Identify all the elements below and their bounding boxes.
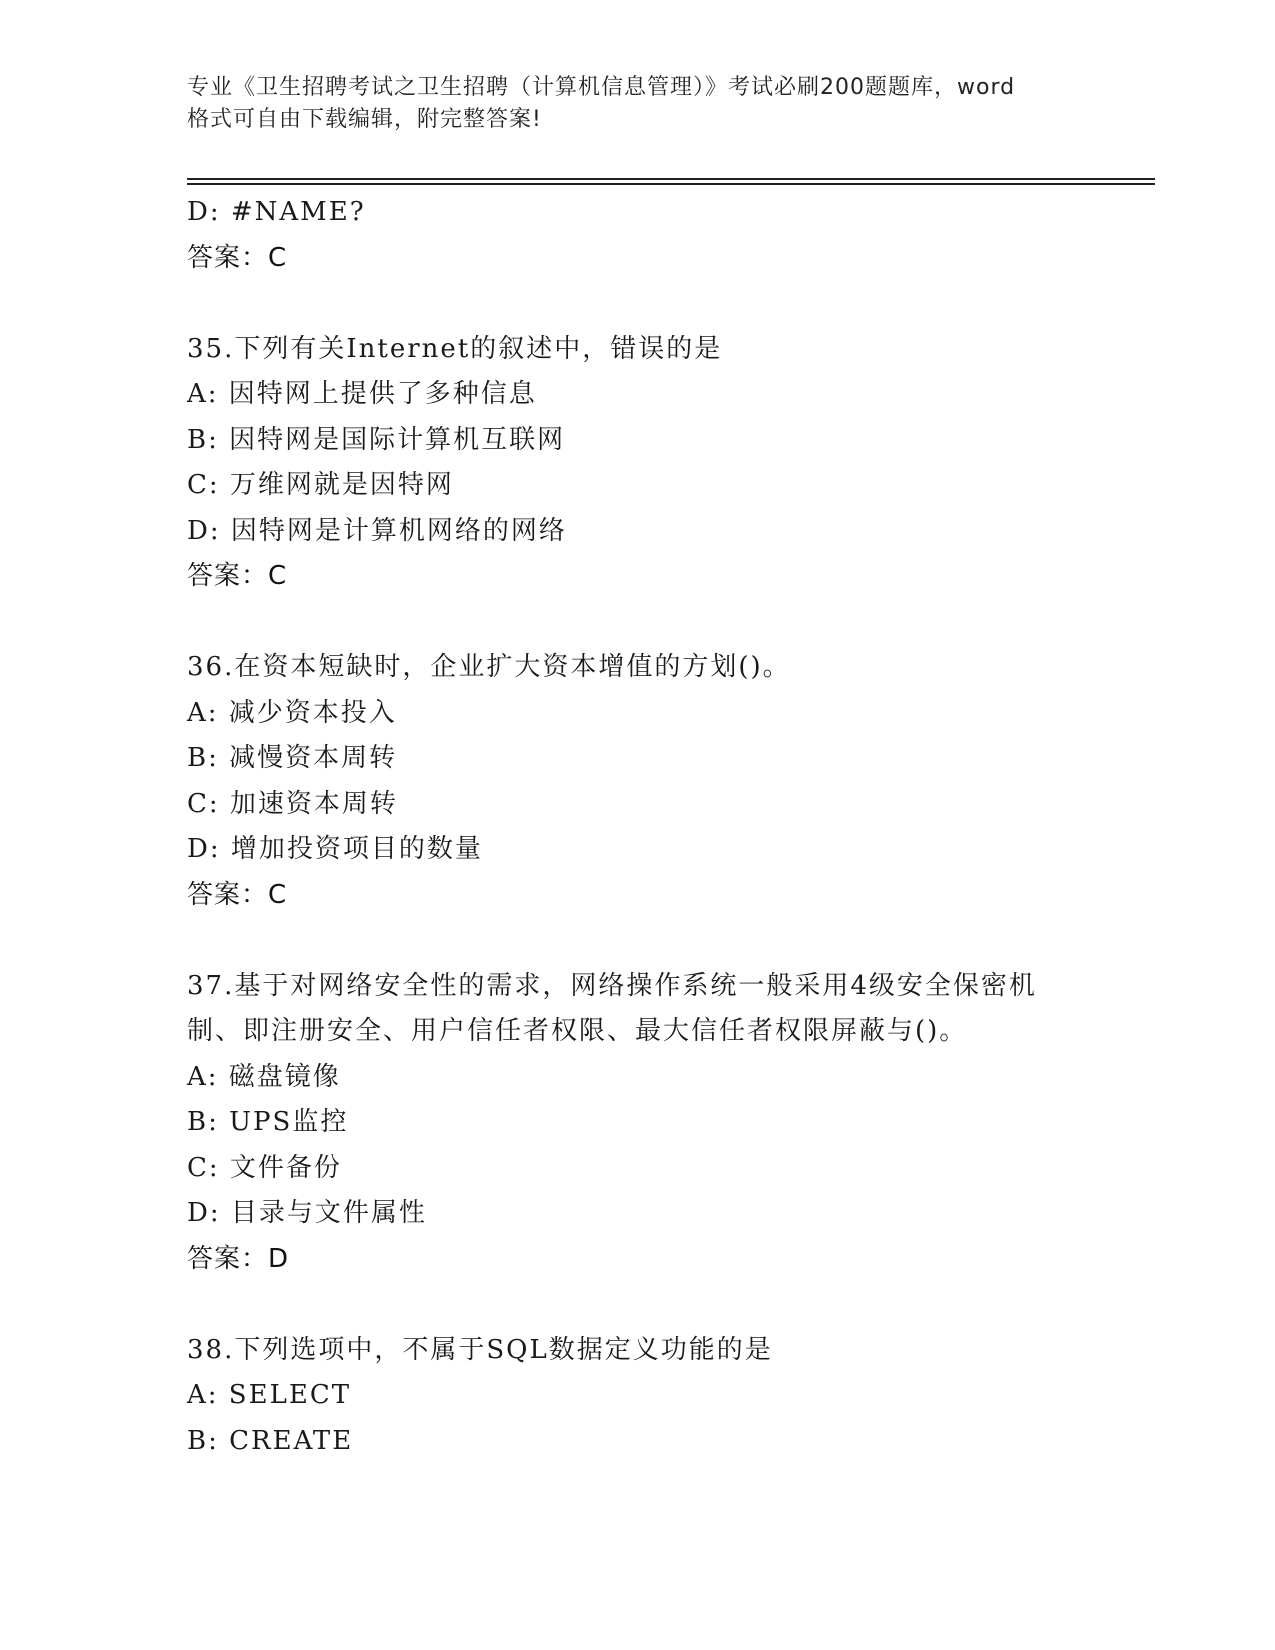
header-line-2: 格式可自由下载编辑，附完整答案! — [187, 107, 542, 132]
spacer — [187, 600, 1147, 646]
question-35 — [187, 327, 1147, 600]
option-c: C: 万维网就是因特网 — [187, 470, 454, 500]
option-b: B: UPS监控 — [187, 1107, 349, 1137]
header-rule-bottom — [187, 183, 1155, 185]
spacer — [187, 1282, 1147, 1328]
option-d: D: 目录与文件属性 — [187, 1198, 427, 1228]
document-header — [187, 72, 1087, 136]
option-a: A: SELECT — [187, 1380, 352, 1410]
question-stem-line-2: 制、即注册安全、用户信任者权限、最大信任者权限屏蔽与()。 — [187, 1016, 968, 1046]
question-stem: 38.下列选项中，不属于SQL数据定义功能的是 — [187, 1334, 773, 1365]
answer: 答案：D — [187, 1243, 290, 1274]
option-a: A: 磁盘镜像 — [187, 1061, 341, 1092]
header-rule-top — [187, 178, 1155, 180]
question-37 — [187, 964, 1147, 1283]
option-d: D: 增加投资项目的数量 — [187, 834, 483, 864]
option-b: B: CREATE — [187, 1425, 354, 1456]
option-b: B: 因特网是国际计算机互联网 — [187, 424, 566, 455]
answer: 答案：C — [187, 561, 288, 591]
option-a: A: 因特网上提供了多种信息 — [187, 379, 537, 409]
question-stem: 36.在资本短缺时，企业扩大资本增值的方划()。 — [187, 652, 791, 682]
option-c: C: 加速资本周转 — [187, 788, 398, 819]
answer: 答案：C — [187, 879, 288, 910]
question-36 — [187, 645, 1147, 918]
question-stem-line-1: 37.基于对网络安全性的需求，网络操作系统一般采用4级安全保密机 — [187, 970, 1037, 1001]
carryover-option-d: D: #NAME? — [187, 197, 366, 227]
spacer — [187, 918, 1147, 964]
option-d: D: 因特网是计算机网络的网络 — [187, 515, 567, 546]
spacer — [187, 281, 1147, 327]
carryover-answer: 答案：C — [187, 242, 288, 273]
header-line-1: 专业《卫生招聘考试之卫生招聘（计算机信息管理）》考试必刷200题题库，word — [187, 75, 1016, 100]
question-stem: 35.下列有关Internet的叙述中，错误的是 — [187, 333, 723, 364]
option-c: C: 文件备份 — [187, 1152, 342, 1183]
option-a: A: 减少资本投入 — [187, 697, 397, 728]
question-content — [187, 190, 1147, 1464]
question-38 — [187, 1328, 1147, 1465]
option-b: B: 减慢资本周转 — [187, 743, 398, 773]
